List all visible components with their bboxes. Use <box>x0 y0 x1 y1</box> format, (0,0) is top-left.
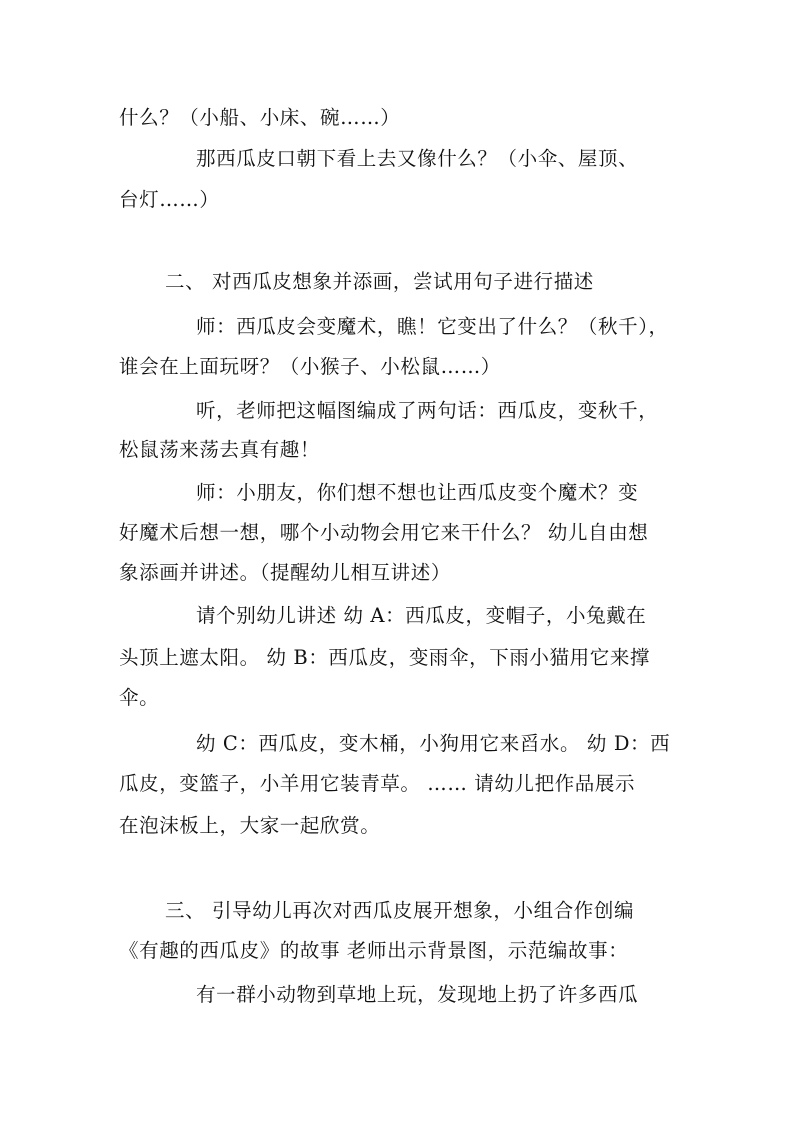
text-line: 象添画并讲述。（提醒幼儿相互讲述） <box>119 561 451 584</box>
text-line: 谁会在上面玩呀？（小猴子、小松鼠……） <box>119 355 501 378</box>
text-line: 听，老师把这幅图编成了两句话：西瓜皮，变秋千， <box>196 399 659 422</box>
text-line: 有一群小动物到草地上玩，发现地上扔了许多西瓜 <box>196 983 639 1006</box>
section-heading: 二、 对西瓜皮想象并添画，尝试用句子进行描述 <box>165 270 594 293</box>
text-line: 好魔术后想一想，哪个小动物会用它来干什么？ 幼儿自由想 <box>119 521 649 544</box>
text-line: 师：小朋友，你们想不想也让西瓜皮变个魔术？变 <box>196 481 639 504</box>
text-line: 台灯……） <box>119 188 220 211</box>
text-line: 头顶上遮太阳。 幼 B：西瓜皮，变雨伞，下雨小猫用它来撑 <box>119 646 651 669</box>
text-line: 幼 C：西瓜皮，变木桶，小狗用它来舀水。 幼 D：西 <box>196 732 671 755</box>
text-line: 师：西瓜皮会变魔术，瞧！它变出了什么？（秋千）， <box>196 315 669 338</box>
text-line: 那西瓜皮口朝下看上去又像什么？（小伞、屋顶、 <box>196 147 639 170</box>
section-heading: 三、 引导幼儿再次对西瓜皮展开想象，小组合作创编 <box>165 899 635 922</box>
text-line: 伞。 <box>119 686 160 709</box>
text-line: 《有趣的西瓜皮》的故事 老师出示背景图，示范编故事： <box>119 939 629 962</box>
text-line: 什么？（小船、小床、碗……） <box>119 106 401 129</box>
text-line: 松鼠荡来荡去真有趣！ <box>119 438 321 461</box>
text-line: 请个别幼儿讲述 幼 A：西瓜皮，变帽子，小兔戴在 <box>196 604 647 627</box>
text-line: 在泡沫板上，大家一起欣赏。 <box>119 814 381 837</box>
text-line: 瓜皮，变篮子，小羊用它装青草。 …… 请幼儿把作品展示 <box>119 772 636 795</box>
